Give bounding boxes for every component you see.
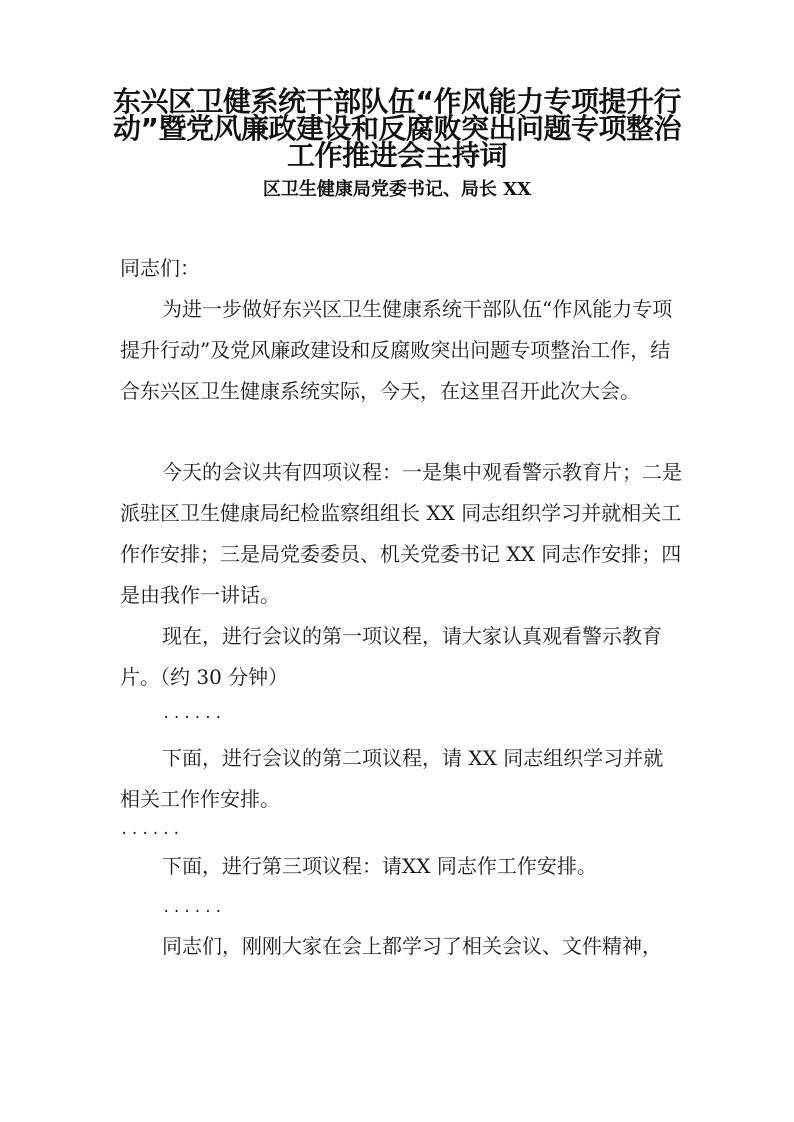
document-title: 东兴区卫健系统干部队伍“作风能力专项提升行动”暨党风廉政建设和反腐败突出问题专项整治工作推进会主持词 bbox=[113, 85, 681, 172]
document-subtitle: 区卫生健康局党委书记、局长 XX bbox=[262, 179, 532, 200]
paragraph: 今天的会议共有四项议程：一是集中观看警示教育片；二是派驻区卫生健康局纪检监察组组长 XX 同志组织学习并就相关工作作安排；三是局党委委员、机关党委书记 XX 同志作安排；四是由我作一讲话。 bbox=[120, 460, 682, 607]
paragraph: 现在，进行会议的第一项议程，请大家认真观看警示教育片。（约 30 分钟） bbox=[120, 624, 662, 689]
ellipsis: ...... bbox=[162, 900, 225, 916]
paragraph: 为进一步做好东兴区卫生健康系统干部队伍“作风能力专项提升行动”及党风廉政建设和反腐败突出问题专项整治工作，结合东兴区卫生健康系统实际，今天，在这里召开此次大会。 bbox=[120, 297, 673, 403]
paragraph: 下面，进行会议的第二项议程，请 XX 同志组织学习并就相关工作作安排。 bbox=[120, 746, 664, 811]
ellipsis: ...... bbox=[120, 822, 183, 838]
ellipsis: ...... bbox=[162, 706, 225, 722]
paragraph: 同志们，刚刚大家在会上都学习了相关会议、文件精神， bbox=[162, 934, 662, 958]
salutation: 同志们： bbox=[120, 256, 200, 280]
paragraph: 下面，进行第三项议程：请XX 同志作工作安排。 bbox=[162, 854, 597, 878]
